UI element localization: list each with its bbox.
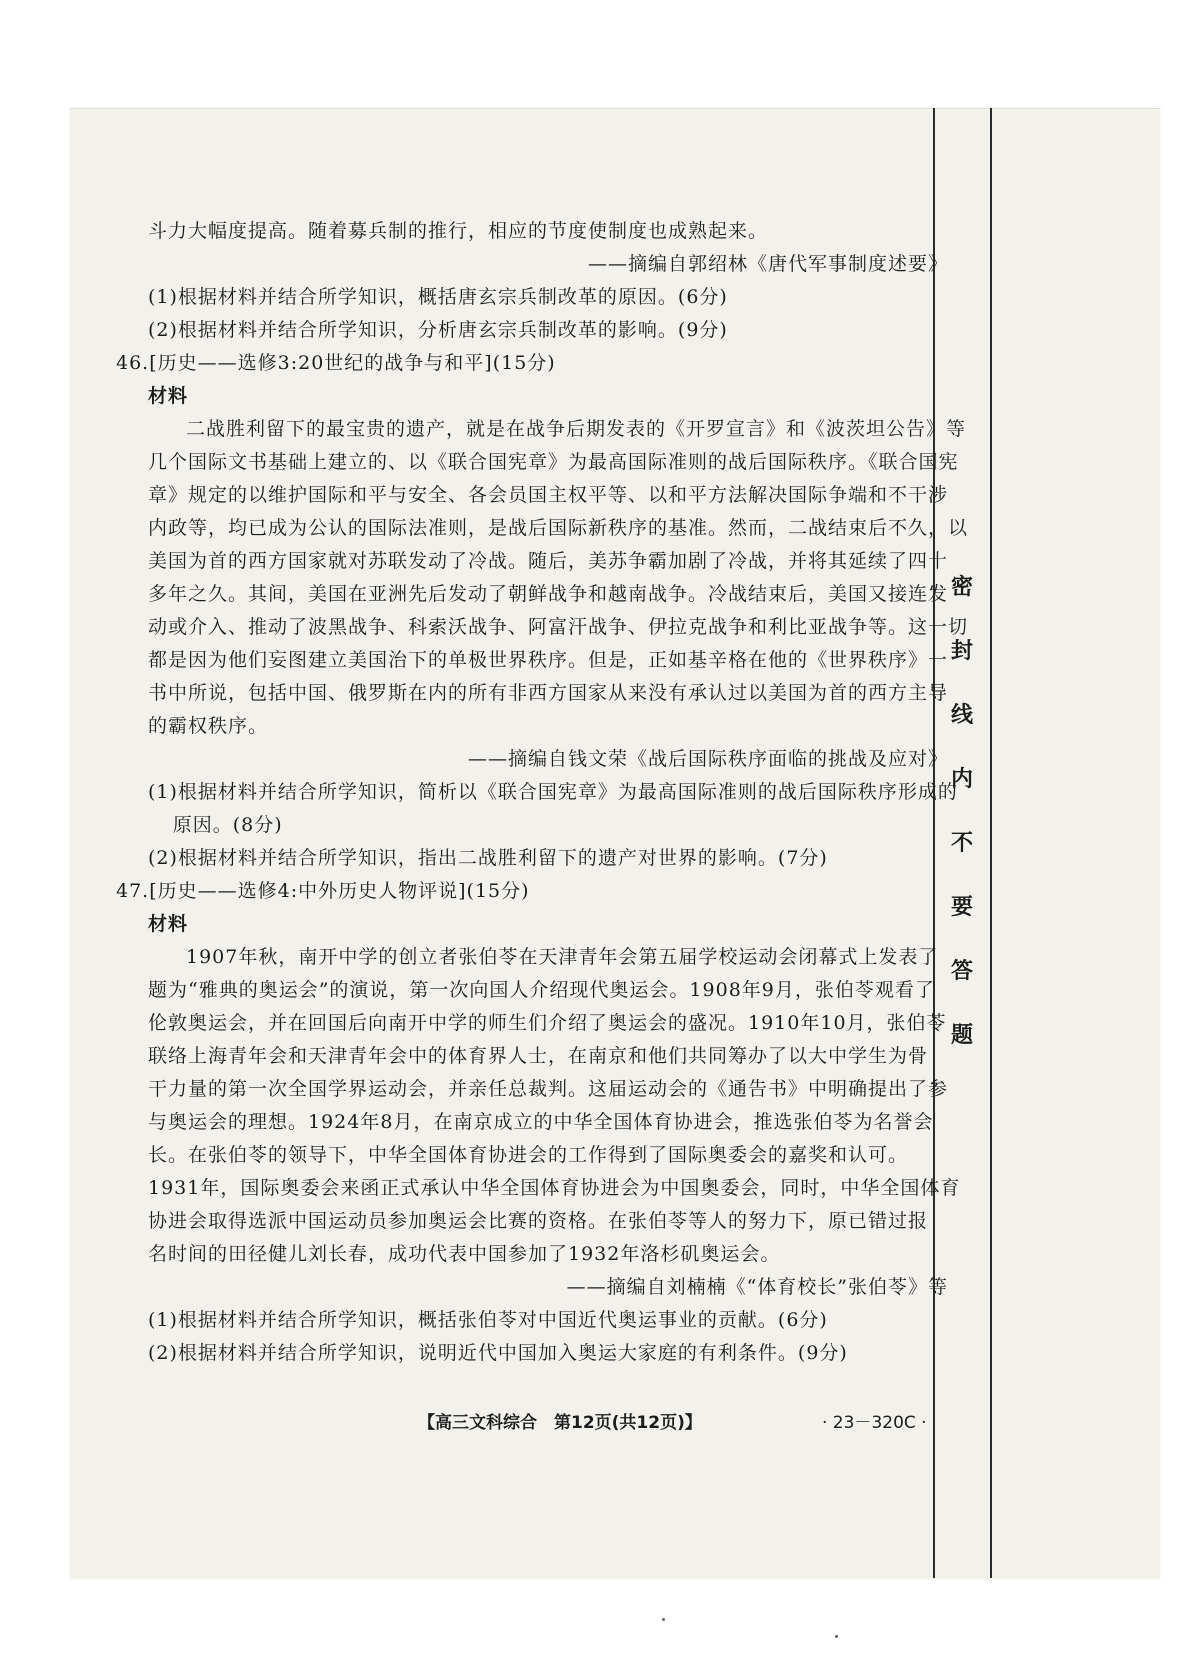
seal-char: 内 [950,766,973,792]
q47-material-line: 题为“雅典的奥运会”的演说，第一次向国人介绍现代奥运会。1908年9月，张伯苓观看了 [148,979,935,1001]
q46-material-line: 美国为首的西方国家就对苏联发动了冷战。随后，美苏争霸加剧了冷战，并将其延续了四十 [148,550,949,572]
q46-material-line: 都是因为他们妄图建立美国治下的单极世界秩序。但是，正如基辛格在他的《世界秩序》一 [148,649,949,671]
q47-material-line: 1931年，国际奥委会来函正式承认中华全国体育协进会为中国奥委会，同时，中华全国体育 [148,1177,961,1199]
q46-material-line: 内政等，均已成为公认的国际法准则，是战后国际新秩序的基准。然而，二战结束后不久，以 [148,517,969,539]
q47-heading: 47.[历史——选修4:中外历史人物评说](15分) [116,880,530,902]
q47-material-line: 伦敦奥运会，并在回国后向南开中学的师生们介绍了奥运会的盛况。1910年10月，张伯苓 [148,1012,947,1034]
q46-material-line: 二战胜利留下的最宝贵的遗产，就是在战争后期发表的《开罗宣言》和《波茨坦公告》等 [186,418,967,440]
binding-line-outer [990,108,992,1578]
q46-material-line: 多年之久。其间，美国在亚洲先后发动了朝鲜战争和越南战争。冷战结束后，美国又接连发 [148,583,949,605]
q46-material-line: 动或介入、推动了波黑战争、科索沃战争、阿富汗战争、伊拉克战争和利比亚战争等。这一切 [148,616,969,638]
seal-char: 密 [950,574,973,600]
seal-line-notice [945,570,979,1082]
seal-char: 题 [950,1022,973,1048]
q46-heading: 46.[历史——选修3:20世纪的战争与和平](15分) [116,352,556,374]
q46-citation: ——摘编自钱文荣《战后国际秩序面临的挑战及应对》 [467,748,948,770]
seal-char: 要 [950,894,973,920]
footer-exam-code: · 23－320C · [822,1413,927,1433]
q45-material-tail: 斗力大幅度提高。随着募兵制的推行，相应的节度使制度也成熟起来。 [148,220,769,242]
q45-subquestion-1: (1)根据材料并结合所学知识，概括唐玄宗兵制改革的原因。(6分) [148,286,728,308]
q47-material-line: 名时间的田径健儿刘长春，成功代表中国参加了1932年洛杉矶奥运会。 [148,1243,781,1265]
q47-subquestion-1: (1)根据材料并结合所学知识，概括张伯苓对中国近代奥运事业的贡献。(6分) [148,1309,828,1331]
seal-char: 线 [950,702,973,728]
q47-material-line: 干力量的第一次全国学界运动会，并亲任总裁判。这届运动会的《通告书》中明确提出了参 [148,1078,949,1100]
q47-material-line: 协进会取得选派中国运动员参加奥运会比赛的资格。在张伯苓等人的努力下，原已错过报 [148,1210,929,1232]
q46-subquestion-1: (1)根据材料并结合所学知识，简析以《联合国宪章》为最高国际准则的战后国际秩序形成的 [148,781,958,803]
q47-material-label: 材料 [148,913,189,935]
q45-subquestion-2: (2)根据材料并结合所学知识，分析唐玄宗兵制改革的影响。(9分) [148,319,728,341]
q47-material-line: 1907年秋，南开中学的创立者张伯苓在天津青年会第五届学校运动会闭幕式上发表了 [186,946,939,968]
seal-char: 封 [950,638,973,664]
q46-material-line: 书中所说，包括中国、俄罗斯在内的所有非西方国家从来没有承认过以美国为首的西方主导 [148,682,949,704]
q46-subquestion-2: (2)根据材料并结合所学知识，指出二战胜利留下的遗产对世界的影响。(7分) [148,847,828,869]
q46-material [148,413,969,743]
q46-material-label: 材料 [148,385,189,407]
q46-material-line: 的霸权秩序。 [148,715,269,737]
seal-char: 不 [950,830,973,856]
q47-subquestion-2: (2)根据材料并结合所学知识，说明近代中国加入奥运大家庭的有利条件。(9分) [148,1342,848,1364]
q47-material [148,941,961,1271]
q47-material-line: 联络上海青年会和天津青年会中的体育界人士，在南京和他们共同筹办了以大中学生为骨 [148,1045,929,1067]
scan-speck [662,1618,665,1621]
seal-char: 答 [950,958,973,984]
q46-material-line: 章》规定的以维护国际和平与安全、各会员国主权平等、以和平方法解决国际争端和不干涉 [148,484,949,506]
scan-speck [835,1635,838,1638]
page-content [116,215,969,1370]
footer-page-title: 【高三文科综合 第12页(共12页)】 [418,1413,702,1433]
q47-material-line: 长。在张伯苓的领导下，中华全国体育协进会的工作得到了国际奥委会的嘉奖和认可。 [148,1144,909,1166]
q46-material-line: 几个国际文书基础上建立的、以《联合国宪章》为最高国际准则的战后国际秩序。《联合国宪 [148,451,959,473]
q45-citation: ——摘编自郭绍林《唐代军事制度述要》 [587,253,948,275]
q47-citation: ——摘编自刘楠楠《“体育校长”张伯苓》等 [566,1276,948,1298]
q46-subquestion-1-cont: 原因。(8分) [172,814,283,836]
q47-material-line: 与奥运会的理想。1924年8月，在南京成立的中华全国体育协进会，推选张伯苓为名誉会 [148,1111,934,1133]
